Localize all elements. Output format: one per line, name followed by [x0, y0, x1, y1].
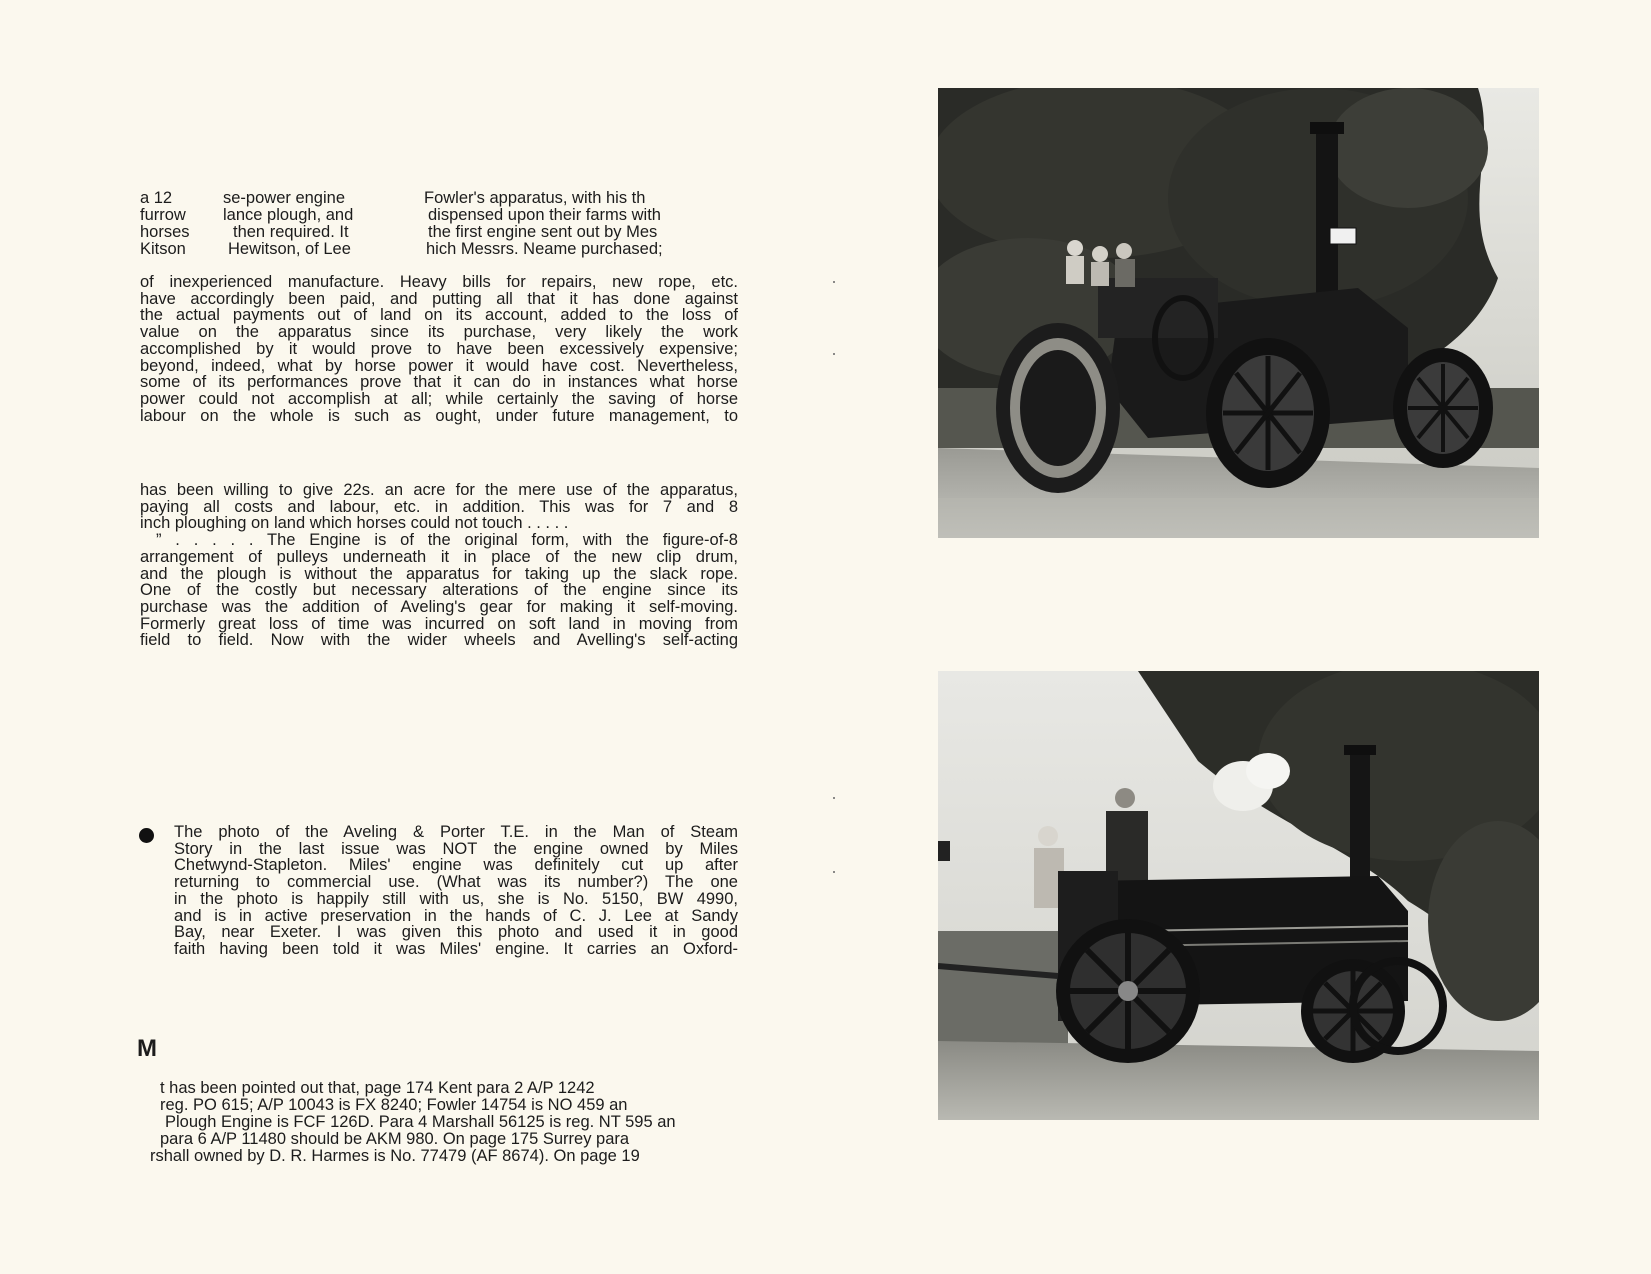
paragraph-repairs [140, 274, 738, 424]
text-line: value on the apparatus since its purchase, very likely the work [140, 323, 738, 342]
text-line: Formerly great loss of time was incurred on soft land in moving from [140, 614, 738, 633]
scan-speck [833, 281, 835, 283]
text-line: a 12 [140, 189, 173, 207]
text-line: some of its performances prove that it can do in instances what horse [140, 373, 738, 392]
text-line: Chetwynd-Stapleton. Miles' engine was definitely cut up after [174, 856, 738, 875]
text-line: labour on the whole is such as ought, under future management, to [140, 406, 738, 425]
text-line: the actual payments out of land on its account, added to the loss of [140, 306, 738, 325]
text-line: Hewitson, of Lee [228, 240, 351, 258]
text-line: horses [140, 223, 190, 241]
text-line: t has been pointed out that, page 174 Kent para 2 A/P 1242 [160, 1079, 595, 1097]
text-line: in the photo is happily still with us, she is No. 5150, BW 4990, [174, 889, 738, 908]
text-line: and the plough is without the apparatus for taking up the slack rope. [140, 564, 738, 583]
text-line: and is in active preservation in the hands of C. J. Lee at Sandy [174, 906, 738, 925]
text-line: accomplished by it would prove to have been excessively expensive; [140, 339, 738, 358]
text-line: Bay, near Exeter. I was given this photo and used it in good [174, 923, 738, 942]
text-line: The photo of the Aveling & Porter T.E. in the Man of Steam [174, 823, 738, 841]
text-line: then required. It [233, 223, 349, 241]
text-line: field to field. Now with the wider wheels and Avelling's self-acting [140, 631, 738, 650]
photo-traction-engine-with-crew [938, 88, 1539, 538]
text-line: returning to commercial use. (What was its number?) The one [174, 873, 738, 892]
text-line: One of the costly but necessary alterations of the engine since its [140, 581, 738, 600]
text-line: Plough Engine is FCF 126D. Para 4 Marshall 56125 is reg. NT 595 an [165, 1113, 676, 1131]
text-line: arrangement of pulleys underneath it in place of the new clip drum, [140, 547, 738, 566]
scan-speck [833, 871, 835, 873]
text-line: dispensed upon their farms with [428, 206, 661, 224]
text-line: paying all costs and labour, etc. in addition. This was for 7 and 8 [140, 497, 738, 516]
text-line: of inexperienced manufacture. Heavy bills for repairs, new rope, etc. [140, 273, 738, 291]
drop-cap: M [137, 1035, 157, 1062]
text-line: lance plough, and [223, 206, 354, 224]
paragraph-engine [140, 482, 738, 649]
text-line: faith having been told it was Miles' engine. It carries an Oxford- [174, 939, 738, 958]
text-line: reg. PO 615; A/P 10043 is FX 8240; Fowler 14754 is NO 459 an [160, 1096, 628, 1114]
text-line: se-power engine [223, 189, 345, 207]
text-line: beyond, indeed, what by horse power it would have cost. Nevertheless, [140, 356, 738, 375]
text-line: Kitson [140, 240, 186, 258]
text-line: have accordingly been paid, and putting all that it has done against [140, 289, 738, 308]
paragraph-aveling-porter [174, 824, 738, 958]
text-line: has been willing to give 22s. an acre for the mere use of the apparatus, [140, 481, 738, 499]
text-line: purchase was the addition of Aveling's gear for making it self-moving. [140, 597, 738, 616]
scan-speck [833, 353, 835, 355]
text-line: the first engine sent out by Mes [428, 223, 658, 241]
bullet-dot [139, 828, 154, 843]
scan-speck [833, 797, 835, 799]
text-line: hich Messrs. Neame purchased; [426, 240, 663, 258]
text-line: ” . . . . . The Engine is of the original form, with the figure-of-8 [156, 531, 738, 550]
photo-aveling-porter-engine [938, 671, 1539, 1120]
text-line: inch ploughing on land which horses could not touch . . . . . [140, 514, 569, 533]
text-line: furrow [140, 206, 186, 224]
text-line: para 6 A/P 11480 should be AKM 980. On page 175 Surrey para [160, 1130, 630, 1148]
text-line: Story in the last issue was NOT the engine owned by Miles [174, 839, 738, 858]
text-line: rshall owned by D. R. Harmes is No. 77479 (AF 8674). On page 19 [150, 1147, 640, 1165]
text-line: Fowler's apparatus, with his th [424, 189, 646, 207]
text-line: power could not accomplish at all; while certainly the saving of horse [140, 389, 738, 408]
